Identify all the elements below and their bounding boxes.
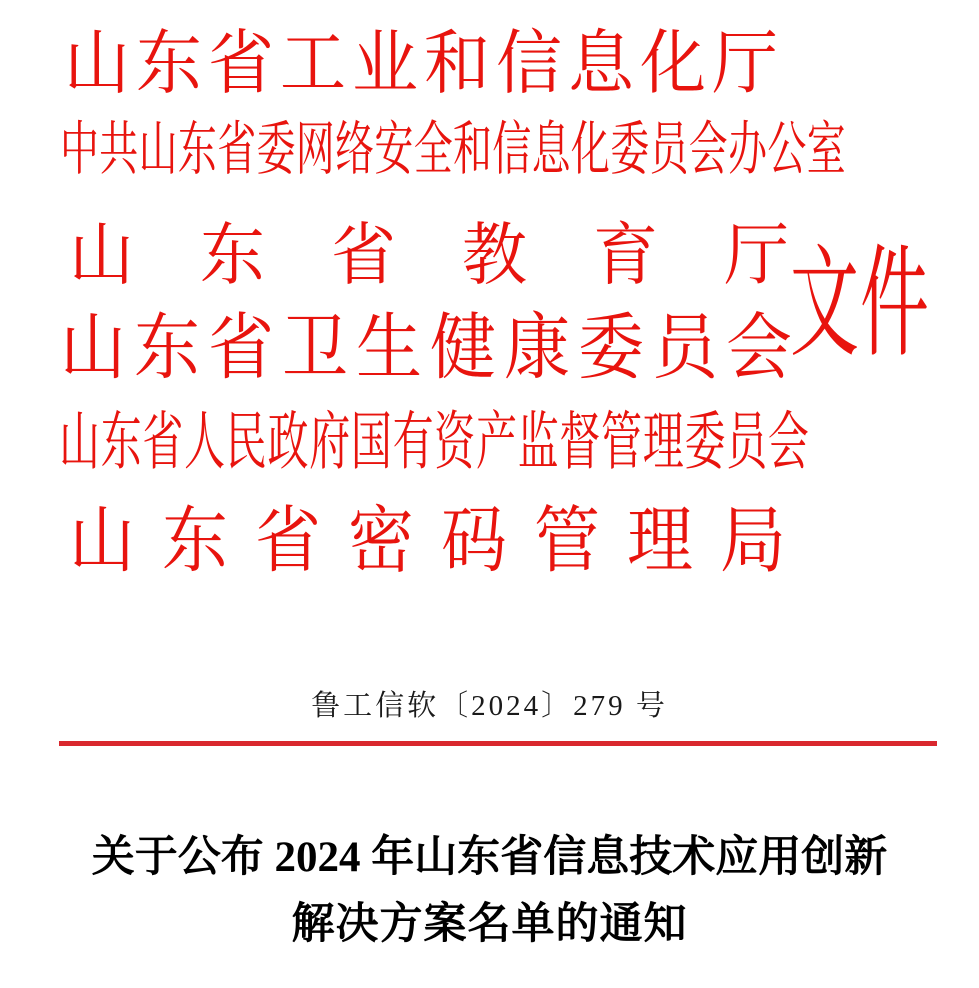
notice-title-line-2: 解决方案名单的通知 (291, 901, 688, 948)
notice-title-line-1: 关于公布 2024 年山东省信息技术应用创新 (91, 834, 888, 881)
red-separator-line (59, 741, 937, 746)
agency-line-health-commission: 山东省卫生健康委员会 (60, 308, 800, 389)
reference-number: 鲁工信软〔2024〕279 号 (311, 690, 668, 722)
agency-line-industry-and-information-technology: 山东省工业和信息化厅 (64, 25, 784, 104)
agency-line-cryptography-administration: 山东省密码管理局 (69, 501, 813, 582)
agency-line-sasac: 山东省人民政府国有资产监督管理委员会 (59, 406, 810, 478)
agency-line-cyberspace-affairs-office: 中共山东省委网络安全和信息化委员会办公室 (60, 118, 847, 183)
agency-line-education-department: 山东省教育厅 (69, 218, 856, 295)
doc-type-label: 文件 (790, 238, 930, 371)
